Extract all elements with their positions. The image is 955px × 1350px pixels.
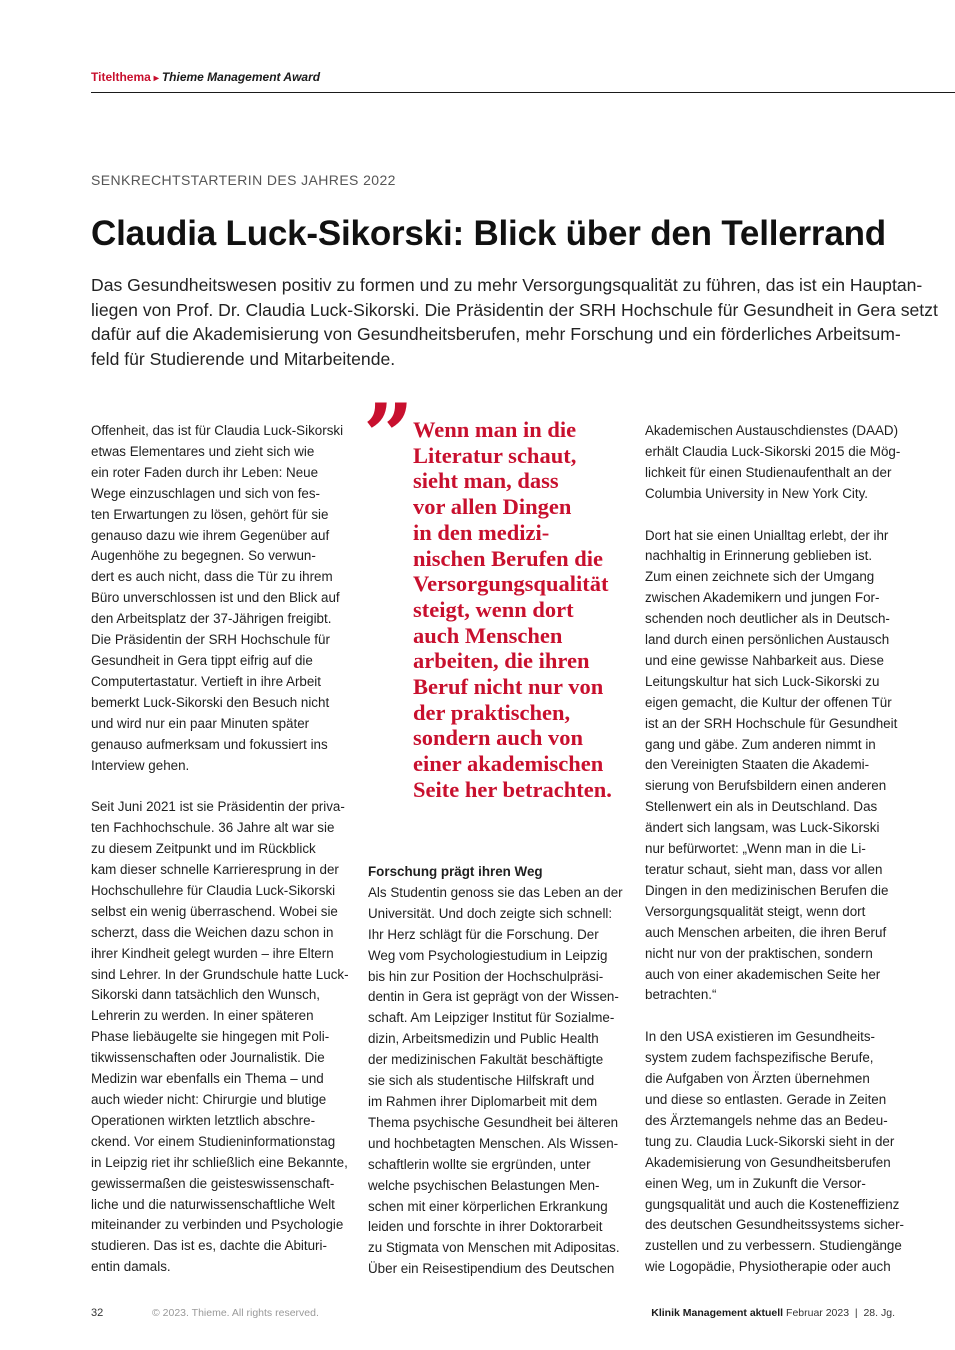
quote-line: Versorgungsqualität bbox=[413, 571, 609, 597]
text-line: Wege einzuschlagen und sich von fes- bbox=[91, 485, 321, 501]
copyright-notice: © 2023. Thieme. All rights reserved. bbox=[152, 1307, 319, 1319]
text-line: Zum einen zeichnete sich der Umgang bbox=[645, 569, 875, 585]
text-line: gang und gäbe. Zum anderen nimmt in bbox=[645, 736, 876, 752]
text-line: sie sich als studentische Hilfskraft und bbox=[368, 1073, 595, 1089]
text-line: dert es auch nicht, dass die Tür zu ihrem bbox=[91, 569, 333, 585]
text-line: liche und die naturwissenschaftliche Welt bbox=[91, 1196, 335, 1212]
text-line: tikwissenschaften oder Journalistik. Die bbox=[91, 1050, 325, 1066]
text-line: selbst ein wenig überraschend. Wobei sie bbox=[91, 903, 338, 919]
text-line: ckend. Vor einem Studieninformationstag bbox=[91, 1133, 336, 1149]
text-line: studieren. Das ist es, dachte die Abituri- bbox=[91, 1238, 327, 1254]
quote-line: steigt, wenn dort bbox=[413, 596, 574, 622]
journal-issue: Februar 2023 | 28. Jg. bbox=[786, 1307, 895, 1319]
text-line: tung zu. Claudia Luck-Sikorski sieht in der bbox=[645, 1133, 895, 1149]
lead-line: Das Gesundheitswesen positiv zu formen und zu mehr Versorgungsqualität zu führen, das ist ein Hauptan- bbox=[91, 275, 923, 295]
lead-line: liegen von Prof. Dr. Claudia Luck-Sikorski. Die Präsidentin der SRH Hochschule für Gesundheit in Gera setzt bbox=[91, 299, 938, 320]
text-line: und diese so entlasten. Gerade in Zeiten bbox=[645, 1091, 887, 1107]
text-line: Lehrerin zu werden. In einer späteren bbox=[91, 1008, 314, 1024]
pull-quote bbox=[413, 417, 633, 803]
section-arrow-icon: ▸ bbox=[153, 73, 159, 84]
text-line: Akademischen Austauschdienstes (DAAD) bbox=[645, 423, 899, 438]
journal-name: Klinik Management aktuell bbox=[651, 1307, 784, 1319]
journal-info bbox=[651, 1307, 895, 1319]
text-line: system zudem fachspezifische Berufe, bbox=[645, 1050, 874, 1066]
text-line: Interview gehen. bbox=[91, 757, 190, 773]
text-line: nicht nur von der praktischen, sondern bbox=[645, 945, 873, 961]
text-line: Gesundheit in Gera tippt eifrig auf die bbox=[91, 652, 313, 668]
text-line: Universität. Und doch zeigte sich schnell: bbox=[368, 905, 613, 921]
paragraph-gap bbox=[645, 1006, 900, 1027]
text-line: dizin, Arbeitsmedizin und Public Health bbox=[368, 1031, 599, 1047]
text-line: Büro unverschlossen ist und den Blick auf bbox=[91, 590, 340, 606]
text-line: zu Stigmata von Menschen mit Adipositas. bbox=[368, 1240, 620, 1256]
text-line: teratur schaut, sieht man, dass vor allen bbox=[645, 862, 883, 878]
text-line: auch Menschen arbeiten, die ihren Beruf bbox=[645, 924, 887, 940]
text-line: nachhaltig in Erinnerung geblieben ist. bbox=[645, 548, 873, 564]
text-line: erhält Claudia Luck-Sikorski 2015 die Mög- bbox=[645, 443, 901, 459]
article-kicker: SENKRECHTSTARTERIN DES JAHRES 2022 bbox=[91, 172, 396, 188]
text-line: Über ein Reisestipendium des Deutschen bbox=[368, 1261, 615, 1277]
text-line: auch von einer akademischen Seite her bbox=[645, 966, 881, 982]
text-line: Sikorski dann tatsächlich den Wunsch, bbox=[91, 987, 321, 1003]
quote-line: arbeiten, die ihren bbox=[413, 648, 590, 674]
text-line: ten Erwartungen zu lösen, gehört für sie bbox=[91, 506, 329, 522]
text-line: in Leipzig riet ihr schließlich eine Bekannte, bbox=[91, 1154, 348, 1170]
quote-line: Literatur schaut, bbox=[413, 442, 577, 468]
text-line: zu diesem Zeitpunkt und im Rückblick bbox=[91, 841, 316, 857]
lead-line: feld für Studierende und Mitarbeitende. bbox=[91, 348, 396, 369]
text-line: zwischen Akademikern und jungen For- bbox=[645, 590, 880, 606]
text-line: sind Lehrer. In der Grundschule hatte Luck- bbox=[91, 966, 349, 982]
text-line: Die Präsidentin der SRH Hochschule für bbox=[91, 632, 330, 648]
quote-line: der praktischen, bbox=[413, 699, 571, 725]
running-header bbox=[91, 70, 955, 93]
text-line: schaft. Am Leipziger Institut für Sozialme- bbox=[368, 1010, 615, 1026]
text-line: schenden noch deutlicher als in Deutsch- bbox=[645, 611, 890, 627]
quote-line: auch Menschen bbox=[413, 622, 563, 648]
text-line: entin damals. bbox=[91, 1259, 171, 1275]
text-line: gungsqualität und auch die Kosteneffizienz bbox=[645, 1196, 900, 1212]
text-line: Versorgungsqualität steigt, wenn dort bbox=[645, 903, 866, 919]
quote-line: nischen Berufen die bbox=[413, 545, 604, 571]
text-line: Medizin war ebenfalls ein Thema – und bbox=[91, 1071, 324, 1087]
text-line: dentin in Gera ist geprägt von der Wissen- bbox=[368, 989, 619, 1005]
text-line: Phase liebäugelte sie hingegen mit Poli- bbox=[91, 1029, 330, 1045]
text-line: Akademisierung von Gesundheitsberufen bbox=[645, 1154, 891, 1170]
text-line: Hochschullehre für Claudia Luck-Sikorski bbox=[91, 882, 336, 898]
section-subheading: Forschung prägt ihren Weg bbox=[368, 864, 543, 879]
quote-line: sondern auch von bbox=[413, 725, 584, 751]
text-line: ten Fachhochschule. 36 Jahre alt war sie bbox=[91, 820, 335, 836]
text-line: sierung von Berufsbildern einen anderen bbox=[645, 778, 887, 794]
column-1 bbox=[91, 421, 349, 1278]
paragraph-gap bbox=[91, 776, 343, 797]
text-line: Ihr Herz schlägt für die Forschung. Der bbox=[368, 926, 599, 942]
text-line: ist an der SRH Hochschule für Gesundheit bbox=[645, 715, 898, 731]
text-line: schen mit einer körperlichen Erkrankung bbox=[368, 1198, 608, 1214]
text-line: betrachten.“ bbox=[645, 987, 717, 1003]
text-line: des deutschen Gesundheitssystems sicher- bbox=[645, 1217, 905, 1233]
text-line: Leitungskultur hat sich Luck-Sikorski zu bbox=[645, 673, 880, 689]
text-line: Columbia University in New York City. bbox=[645, 485, 869, 501]
lead-line: dafür auf die Akademisierung von Gesundheitsberufen, mehr Forschung und ein förderliches Arbeitsum- bbox=[91, 324, 901, 344]
text-line: Offenheit, das ist für Claudia Luck-Sikorski bbox=[91, 423, 344, 438]
article-lead bbox=[91, 273, 938, 371]
text-line: Als Studentin genoss sie das Leben an der bbox=[368, 884, 623, 900]
text-line: bis hin zur Position der Hochschulpräsi- bbox=[368, 968, 604, 984]
text-line: und eine gewisse Nahbarkeit aus. Diese bbox=[645, 652, 884, 668]
paragraph-gap bbox=[645, 505, 900, 526]
text-line: leiden und forschte in ihrer Doktorarbeit bbox=[368, 1219, 603, 1235]
text-line: wie Logopädie, Physiotherapie oder auch bbox=[645, 1259, 891, 1275]
text-line: ändert sich langsam, was Luck-Sikorski bbox=[645, 820, 880, 836]
quote-line: einer akademischen bbox=[413, 751, 604, 777]
text-line: nur befürwortet: „Wenn man in die Li- bbox=[645, 841, 866, 857]
text-line: der medizinischen Fakultät beschäftigte bbox=[368, 1052, 604, 1068]
text-line: einen Weg, um in Zukunft die Versor- bbox=[645, 1175, 866, 1191]
text-line: lichkeit für einen Studienaufenthalt an der bbox=[645, 464, 892, 480]
text-line: und hochbetagten Menschen. Als Wissen- bbox=[368, 1135, 619, 1151]
section-subtitle: Thieme Management Award bbox=[161, 70, 321, 84]
text-line: gewissermaßen die geisteswissenschaft- bbox=[91, 1175, 335, 1191]
text-line: kam dieser schnelle Karrieresprung in der bbox=[91, 862, 339, 878]
text-line: zustellen und zu verbessern. Studiengänge bbox=[645, 1238, 902, 1254]
page-number: 32 bbox=[91, 1307, 104, 1319]
text-line: eigen gemacht, die Kultur der offenen Tür bbox=[645, 694, 892, 710]
text-line: land durch einen persönlichen Austausch bbox=[645, 632, 890, 648]
quote-line: Seite her betrachten. bbox=[413, 776, 612, 802]
quote-line: sieht man, dass bbox=[413, 468, 559, 494]
text-line: Thema psychische Gesundheit bei älteren bbox=[368, 1114, 619, 1130]
text-line: auch wieder nicht: Chirurgie und blutige bbox=[91, 1091, 327, 1107]
text-line: Operationen wirkten letztlich abschre- bbox=[91, 1112, 316, 1128]
text-line: des Ärztemangels nehme das an Bedeu- bbox=[645, 1112, 888, 1128]
text-line: Computertastatur. Vertieft in ihre Arbeit bbox=[91, 673, 321, 689]
text-line: miteinander zu verbinden und Psychologie bbox=[91, 1217, 344, 1233]
text-line: den Vereinigten Staaten die Akademi- bbox=[645, 757, 870, 773]
text-line: im Rahmen ihrer Diplomarbeit mit dem bbox=[368, 1093, 598, 1109]
text-line: scherzt, dass die Weichen dazu schon in bbox=[91, 924, 334, 940]
text-line: welche psychischen Belastungen Men- bbox=[368, 1177, 600, 1193]
text-line: Seit Juni 2021 ist sie Präsidentin der priva- bbox=[91, 799, 345, 815]
text-line: genauso dazu wie ihrem Gegenüber auf bbox=[91, 527, 330, 543]
section-label: Titelthema bbox=[91, 70, 151, 84]
article-title: Claudia Luck-Sikorski: Blick über den Tellerrand bbox=[91, 214, 886, 253]
text-line: Weg vom Psychologiestudium in Leipzig bbox=[368, 947, 608, 963]
text-line: den Arbeitsplatz der 37-Jährigen freigibt. bbox=[91, 611, 332, 627]
text-line: bemerkt Luck-Sikorski den Besuch nicht bbox=[91, 694, 330, 710]
quote-line: vor allen Dingen bbox=[413, 494, 572, 520]
quote-mark-icon: ” bbox=[363, 384, 406, 488]
text-line: genauso aufmerksam und fokussiert ins bbox=[91, 736, 328, 752]
text-line: schaftlerin wollte sie ergründen, unter bbox=[368, 1156, 591, 1172]
text-line: Dort hat sie einen Unialltag erlebt, der ihr bbox=[645, 527, 889, 543]
column-2 bbox=[368, 862, 623, 1280]
text-line: Augenhöhe zu begegnen. So verwun- bbox=[91, 548, 316, 564]
column-3 bbox=[645, 421, 905, 1278]
text-line: etwas Elementares und zieht sich wie bbox=[91, 443, 315, 459]
text-line: die Aufgaben von Ärzten übernehmen bbox=[645, 1071, 870, 1087]
quote-line: Beruf nicht nur von bbox=[413, 674, 604, 700]
text-line: Stellenwert ein als in Deutschland. Das bbox=[645, 799, 878, 815]
text-line: In den USA existieren im Gesundheits- bbox=[645, 1029, 875, 1045]
text-line: und wird nur ein paar Minuten später bbox=[91, 715, 310, 731]
text-line: Dingen in den medizinischen Berufen die bbox=[645, 882, 889, 898]
quote-line: Wenn man in die bbox=[413, 417, 577, 442]
text-line: ein roter Faden durch ihr Leben: Neue bbox=[91, 464, 319, 480]
quote-line: in den medizi- bbox=[413, 519, 550, 545]
text-line: ihrer Kindheit gelegt wurden – ihre Eltern bbox=[91, 945, 334, 961]
